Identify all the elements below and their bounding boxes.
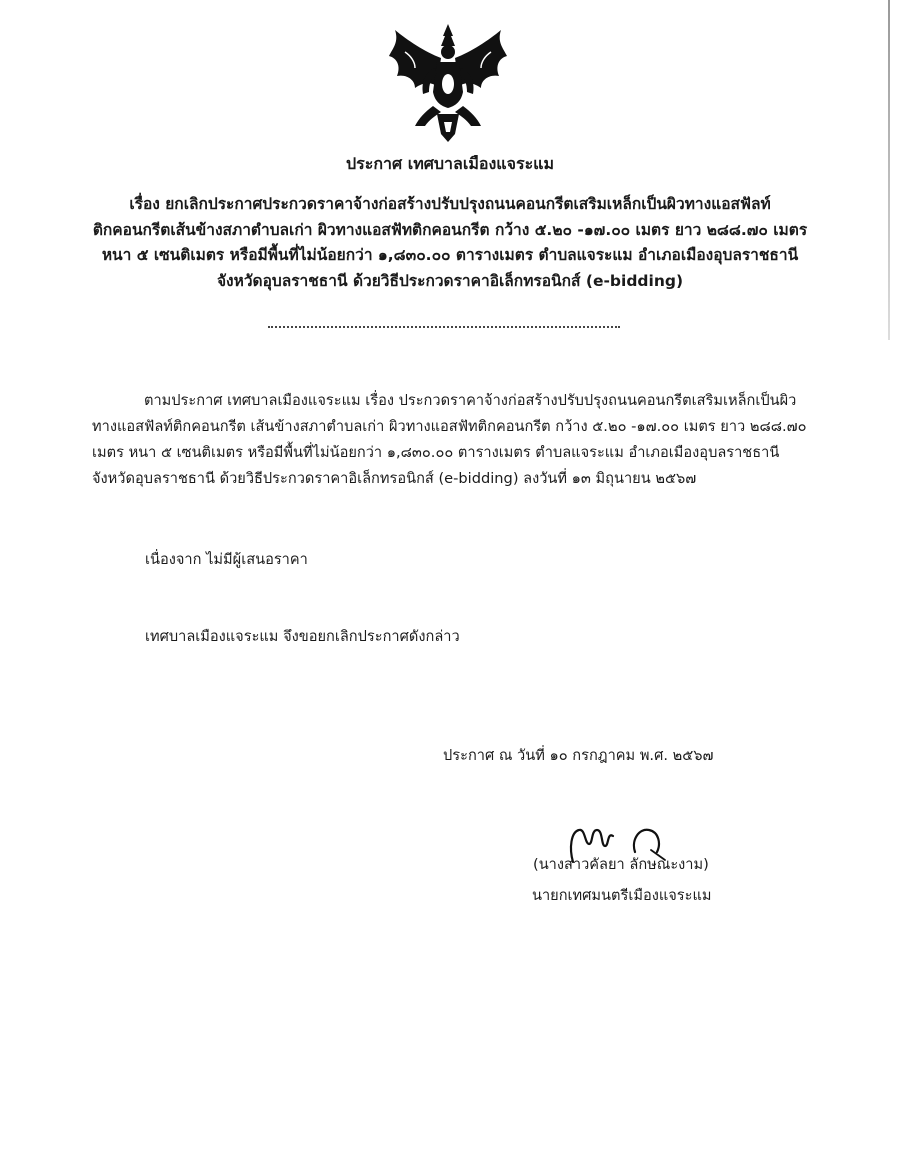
body-paragraph bbox=[92, 388, 812, 492]
subject-line: เรื่อง ยกเลิกประกาศประกวดราคาจ้างก่อสร้างปรับปรุงถนนคอนกรีตเสริมเหล็กเป็นผิวทางแอสฟัลท์ bbox=[129, 195, 771, 213]
dotted-separator bbox=[268, 314, 620, 328]
body-line: ตามประกาศ เทศบาลเมืองแจระแม เรื่อง ประกวดราคาจ้างก่อสร้างปรับปรุงถนนคอนกรีตเสริมเหล็กเป็นผิว bbox=[144, 392, 797, 409]
body-line: เมตร หนา ๕ เซนติเมตร หรือมีพื้นที่ไม่น้อยกว่า ๑,๘๓๐.๐๐ ตารางเมตร ตำบลแจระแม อำเภอเมืองอุบลราชธานี bbox=[92, 444, 780, 461]
announcement-date: ประกาศ ณ วันที่ ๑๐ กรกฎาคม พ.ศ. ๒๕๖๗ bbox=[443, 747, 714, 764]
body-line: ทางแอสฟัลท์ติกคอนกรีต เส้นข้างสภาตำบลเก่า ผิวทางแอสฟัทติกคอนกรีต กว้าง ๕.๒๐ -๑๗.๐๐ เมตร ยาว ๒๘๘.๗๐ bbox=[92, 418, 807, 435]
signer-position: นายกเทศมนตรีเมืองแจระแม bbox=[532, 887, 712, 904]
garuda-emblem-icon bbox=[385, 22, 511, 144]
subject-line: หนา ๕ เซนติเมตร หรือมีพื้นที่ไม่น้อยกว่า ๑,๘๓๐.๐๐ ตารางเมตร ตำบลแจระแม อำเภอเมืองอุบลราชธานี bbox=[101, 246, 799, 264]
subject-block bbox=[80, 192, 820, 294]
subject-line: ติกคอนกรีตเส้นข้างสภาตำบลเก่า ผิวทางแอสฟัทติกคอนกรีต กว้าง ๕.๒๐ -๑๗.๐๐ เมตร ยาว ๒๘๘.๗๐ เมตร bbox=[92, 220, 808, 239]
signer-name: (นางสาวคัลยา ลักษณะงาม) bbox=[533, 856, 709, 873]
body-line: จังหวัดอุบลราชธานี ด้วยวิธีประกวดราคาอิเล็กทรอนิกส์ (e-bidding) ลงวันที่ ๑๓ มิถุนายน ๒๕๖๗ bbox=[92, 470, 697, 487]
subject-line: จังหวัดอุบลราชธานี ด้วยวิธีประกวดราคาอิเล็กทรอนิกส์ (e-bidding) bbox=[216, 271, 684, 290]
announcement-header: ประกาศ เทศบาลเมืองแจระแม bbox=[345, 154, 555, 173]
cancellation-paragraph: เทศบาลเมืองแจระแม จึงขอยกเลิกประกาศดังกล่าว bbox=[145, 628, 460, 645]
reason-paragraph: เนื่องจาก ไม่มีผู้เสนอราคา bbox=[145, 551, 308, 568]
